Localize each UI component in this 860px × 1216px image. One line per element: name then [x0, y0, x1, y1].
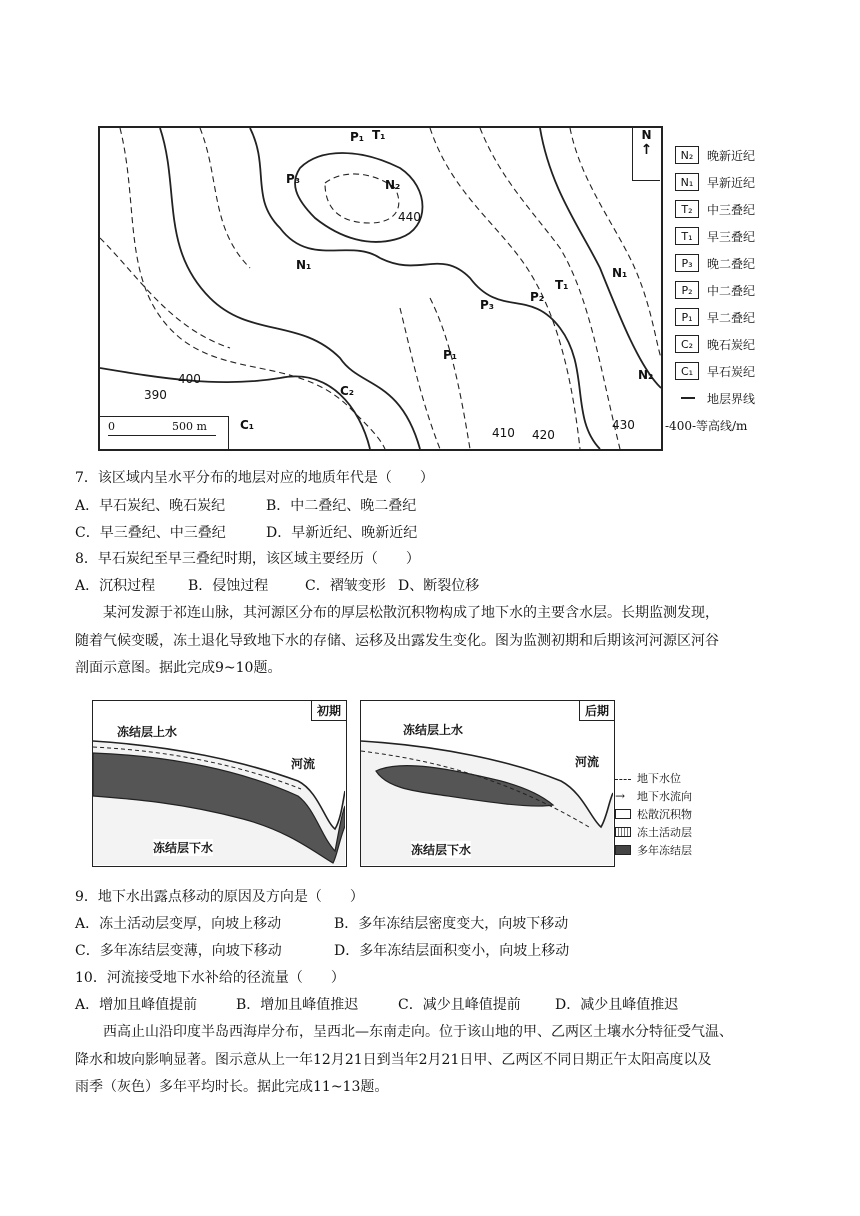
- geologic-map-drawing: [100, 128, 661, 449]
- map-label-410: 410: [492, 426, 515, 440]
- q8-option-d: D、断裂位移: [398, 578, 480, 594]
- q7-option-b: B．中二叠纪、晚二叠纪: [266, 498, 417, 514]
- legend-label: 晚二叠纪: [707, 256, 756, 271]
- legend-code: N₂: [675, 146, 699, 164]
- q9-option-b: B．多年冻结层密度变大，向坡下移动: [334, 916, 569, 932]
- q7-stem: 7．该区域内呈水平分布的地层对应的地质年代是（ ）: [75, 470, 434, 486]
- legend-label: 晚新近纪: [707, 148, 756, 163]
- legend-label: 早二叠纪: [707, 310, 756, 325]
- q8-option-b: B．侵蚀过程: [188, 578, 269, 594]
- q8-option-a: A．沉积过程: [75, 578, 156, 594]
- map-label-t1: T₁: [372, 128, 386, 142]
- passage1-line3: 剖面示意图。据此完成9~10题。: [75, 660, 282, 676]
- passage2-line1: 西高止山沿印度半岛西海岸分布，呈西北—东南走向。位于该山地的甲、乙两区土壤水分特征受气温、: [103, 1024, 733, 1040]
- early-top-water: 冻结层上水: [117, 725, 178, 739]
- q7-option-d: D．早新近纪、晚新近纪: [266, 525, 418, 541]
- map-label-n1b: N₁: [612, 266, 628, 280]
- legend-row: [675, 198, 755, 220]
- q9-option-a: A．冻土活动层变厚，向坡上移动: [75, 916, 282, 932]
- q10-stem: 10．河流接受地下水补给的径流量（ ）: [75, 970, 345, 986]
- legend-label: 早三叠纪: [707, 229, 756, 244]
- q9-option-c: C．多年冻结层变薄，向坡下移动: [75, 943, 282, 959]
- legend-code: N₁: [675, 173, 699, 191]
- map-label-p3: P₃: [286, 172, 301, 186]
- legend-code: T₁: [675, 227, 699, 245]
- early-river: 河流: [291, 757, 316, 771]
- legend-sediment: [615, 806, 692, 822]
- map-label-p3b: P₃: [480, 298, 495, 312]
- map-label-n2: N₂: [385, 178, 401, 192]
- map-label-p2: P₂: [530, 290, 545, 304]
- q10-option-a: A．增加且峰值提前: [75, 997, 198, 1013]
- scale-label: 500 m: [172, 420, 207, 433]
- legend-code: C₁: [675, 362, 699, 380]
- legend-row: [675, 306, 755, 328]
- map-label-n1: N₁: [296, 258, 312, 272]
- legend-water-table: [615, 770, 681, 786]
- map-label-p1b: P₁: [443, 348, 458, 362]
- legend-row: [675, 360, 755, 382]
- legend-label: 中三叠纪: [707, 202, 756, 217]
- q7-option-a: A．早石炭纪、晚石炭纪: [75, 498, 226, 514]
- late-river: 河流: [575, 755, 600, 769]
- legend-label: 地下水位: [637, 772, 681, 785]
- map-label-n2b: N₂: [638, 368, 654, 382]
- legend-code: P₁: [675, 308, 699, 326]
- legend-active-layer: [615, 824, 692, 840]
- passage2-line2: 降水和坡向影响显著。图示意从上一年12月21日到当年2月21日甲、乙两区不同日期正午太阳高度以及: [75, 1052, 712, 1068]
- q8-stem: 8．早石炭纪至早三叠纪时期，该区域主要经历（ ）: [75, 551, 420, 567]
- north-arrow: N ↑: [632, 128, 660, 181]
- q9-option-d: D．多年冻结层面积变小，向坡上移动: [334, 943, 570, 959]
- legend-label: 早新近纪: [707, 175, 756, 190]
- late-bottom-water: 冻结层下水: [411, 843, 472, 857]
- legend-row: [675, 333, 755, 355]
- late-tag: 后期: [579, 701, 614, 721]
- legend-code: P₂: [675, 281, 699, 299]
- map-label-t1b: T₁: [555, 278, 569, 292]
- early-tag: 初期: [311, 701, 346, 721]
- legend-label: 中二叠纪: [707, 283, 756, 298]
- late-top-water: 冻结层上水: [403, 723, 464, 737]
- map-label-420: 420: [532, 428, 555, 442]
- map-label-390: 390: [144, 388, 167, 402]
- profile-early-panel: [92, 700, 347, 867]
- legend-row: [675, 252, 755, 274]
- north-arrow-label: N: [641, 128, 652, 142]
- map-label-430: 430: [612, 418, 635, 432]
- legend-code: P₃: [675, 254, 699, 272]
- q7-option-c: C．早三叠纪、中三叠纪: [75, 525, 226, 541]
- map-label-440: 440: [398, 210, 421, 224]
- passage1-line1: 某河发源于祁连山脉，其河源区分布的厚层松散沉积物构成了地下水的主要含水层。长期监测发现，: [103, 605, 719, 621]
- legend-code: C₂: [675, 335, 699, 353]
- legend-row: [675, 144, 755, 166]
- legend-row-boundary: [675, 387, 755, 409]
- legend-row-contour: [665, 414, 747, 436]
- legend-permafrost: [615, 842, 692, 858]
- map-label-c1: C₁: [240, 418, 255, 432]
- legend-row: [675, 225, 755, 247]
- legend-row: [675, 279, 755, 301]
- scale-bar: 0 500 m: [100, 416, 229, 450]
- legend-label: 晚石炭纪: [707, 337, 756, 352]
- q10-option-c: C．减少且峰值提前: [398, 997, 521, 1013]
- legend-flow: → 地下水流向: [615, 789, 692, 803]
- legend-label: -400-等高线/m: [665, 418, 748, 433]
- legend-label: 地下水流向: [637, 790, 692, 803]
- legend-label: 地层界线: [707, 391, 756, 406]
- passage1-line2: 随着气候变暖，冻土退化导致地下水的存储、运移及出露发生变化。图为监测初期和后期该河河源区河谷: [75, 633, 719, 649]
- geologic-map: [98, 126, 663, 451]
- legend-row: [675, 171, 755, 193]
- legend-label: 早石炭纪: [707, 364, 756, 379]
- early-bottom-water: 冻结层下水: [153, 841, 214, 855]
- q8-option-c: C．褶皱变形: [305, 578, 386, 594]
- map-label-c2: C₂: [340, 384, 355, 398]
- legend-label: 多年冻结层: [637, 844, 692, 857]
- profile-late-panel: [360, 700, 615, 867]
- q10-option-d: D．减少且峰值推迟: [555, 997, 679, 1013]
- legend-label: 松散沉积物: [637, 808, 692, 821]
- q10-option-b: B．增加且峰值推迟: [236, 997, 359, 1013]
- map-label-p1: P₁: [350, 130, 365, 144]
- map-label-400: 400: [178, 372, 201, 386]
- profile-late-drawing: [361, 701, 613, 865]
- legend-label: 冻土活动层: [637, 826, 692, 839]
- q9-stem: 9．地下水出露点移动的原因及方向是（ ）: [75, 889, 364, 905]
- legend-code: T₂: [675, 200, 699, 218]
- passage2-line3: 雨季（灰色）多年平均时长。据此完成11~13题。: [75, 1079, 389, 1095]
